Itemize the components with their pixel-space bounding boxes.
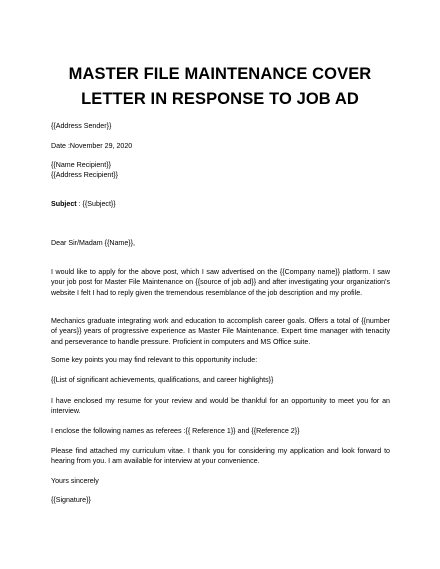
paragraph-text: I would like to apply for the above post, which I saw advertised on the {{Company name}} platform. I saw your job post for Master File Maintenance on {{source of job ad}} and after investigating your organization's website I felt I had to reply given the tremendous resemblance of the job description and my profile.: [51, 268, 390, 297]
paragraph-resume: [51, 396, 390, 417]
subject-label: Subject: [51, 200, 77, 208]
name-recipient: {{Name Recipient}}: [51, 161, 111, 169]
salutation: Dear Sir/Madam {{Name}},: [51, 239, 135, 247]
document-title-line-1: MASTER FILE MAINTENANCE COVER: [68, 65, 372, 83]
address-recipient: {{Address Recipient}}: [51, 171, 119, 179]
paragraph-achievements: {{List of significant achievements, qualifications, and career highlights}}: [51, 376, 274, 384]
closing-salutation: Yours sincerely: [51, 477, 99, 485]
paragraph-referees: I enclose the following names as referees :{{ Reference 1}} and {{Reference 2}}: [51, 427, 300, 435]
address-sender: {{Address Sender}}: [51, 122, 112, 130]
subject-value: : {{Subject}}: [76, 200, 116, 208]
paragraph-closing: [51, 446, 390, 467]
paragraph-text: Please find attached my curriculum vitae. I thank you for considering my application and look forward to hearing from you. I am available for interview at your convenience.: [51, 447, 390, 466]
paragraph-experience: [51, 316, 390, 347]
signature-placeholder: {{Signature}}: [51, 496, 91, 504]
paragraph-text: Mechanics graduate integrating work and education to accomplish career goals. Offers a total of {{number of years}} years of progressive experience as Master File Maintenance. Expert time manager with tenacity and perseverance to handle pressure. Proficient in computers and MS Office suite.: [51, 317, 390, 346]
paragraph-intro: [51, 267, 390, 298]
paragraph-text: I have enclosed my resume for your review and would be thankful for an opportunity to meet you for an interview.: [51, 397, 390, 416]
document-title-line-2: LETTER IN RESPONSE TO JOB AD: [81, 90, 359, 108]
letter-date: Date :November 29, 2020: [51, 142, 133, 150]
subject-line: [51, 199, 390, 209]
paragraph-key-points: Some key points you may find relevant to this opportunity include:: [51, 356, 258, 364]
